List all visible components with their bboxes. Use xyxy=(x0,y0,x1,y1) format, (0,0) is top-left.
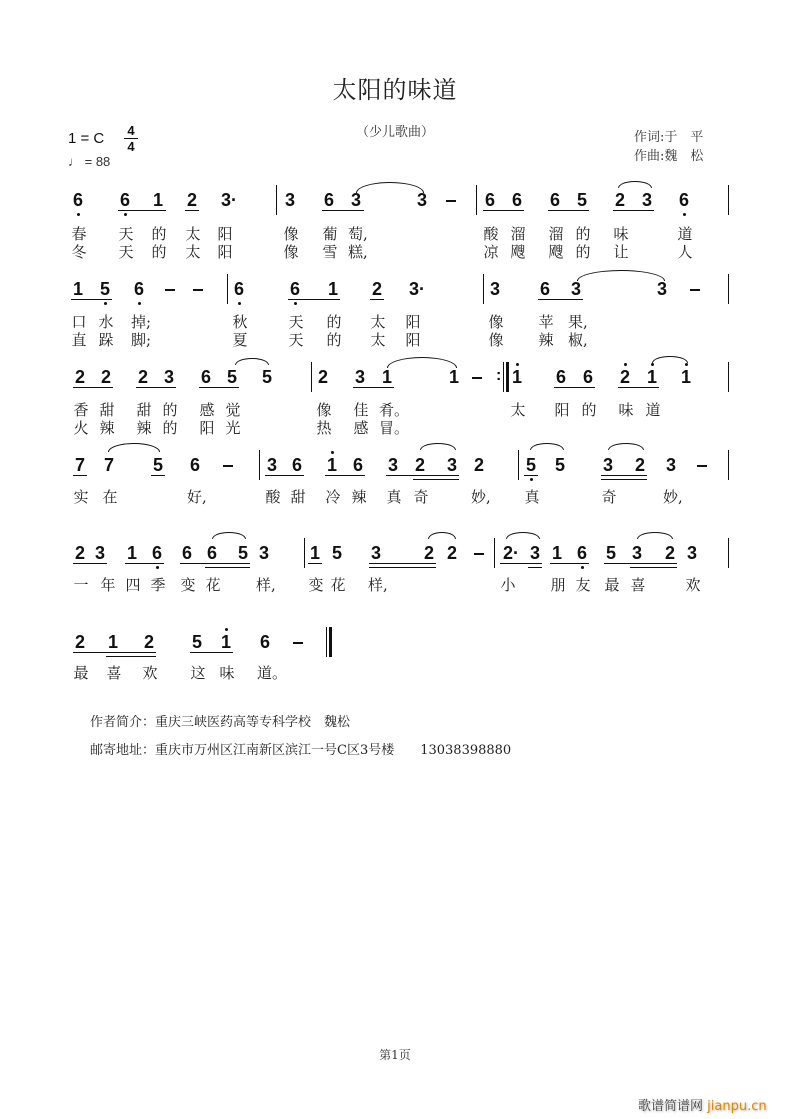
note: 6 xyxy=(289,279,300,299)
lyric: 好, xyxy=(187,488,207,506)
note: 6 xyxy=(539,279,550,299)
note: 5 xyxy=(331,543,342,563)
barline xyxy=(259,450,260,480)
note: 5 xyxy=(261,367,272,387)
dash xyxy=(165,289,175,291)
lyric: 热 xyxy=(316,419,332,437)
note: 7 xyxy=(103,455,114,475)
note: 6 xyxy=(259,632,270,652)
lyric: 小 xyxy=(500,576,516,594)
lyric: 冷 xyxy=(325,488,341,506)
lyricist: 作词:于 平 xyxy=(634,130,704,145)
lyric: 太 xyxy=(185,243,201,261)
note: 6 xyxy=(133,279,144,299)
lyric: 季 xyxy=(150,576,166,594)
note: 2 xyxy=(371,279,382,299)
note: 5 xyxy=(237,543,248,563)
lyric: 阳 xyxy=(405,313,421,331)
lyric: 年 xyxy=(100,576,116,594)
note: 2 xyxy=(414,455,425,475)
lyric: 让 xyxy=(613,243,629,261)
lyric: 的 xyxy=(151,243,167,261)
lyric: 这 xyxy=(190,664,206,682)
note: 2 xyxy=(143,632,154,652)
key-signature: 1 = C xyxy=(68,130,105,147)
tie xyxy=(577,270,665,281)
tie xyxy=(652,356,688,363)
lyric: 冒。 xyxy=(379,419,410,437)
underline xyxy=(73,563,107,564)
lyric: 喜 xyxy=(630,576,646,594)
lyric: 欢 xyxy=(685,576,701,594)
song-subtitle: （少儿歌曲） xyxy=(355,125,434,140)
lyric: 光 xyxy=(225,419,241,437)
lyric: 的 xyxy=(162,419,178,437)
note: 6 xyxy=(206,543,217,563)
lyric: 太 xyxy=(185,225,201,243)
underline xyxy=(288,299,340,300)
slur xyxy=(506,532,540,539)
lyric: 实 xyxy=(73,488,89,506)
note: 5 xyxy=(99,279,110,299)
lyric: 天 xyxy=(288,313,304,331)
lyric: 椒, xyxy=(568,331,588,349)
lyric: 秋 xyxy=(232,313,248,331)
barline xyxy=(728,274,729,304)
lyric: 脚; xyxy=(131,331,152,349)
barline xyxy=(728,362,729,392)
lyric: 欢 xyxy=(142,664,158,682)
lyric: 溜 xyxy=(548,225,564,243)
barline xyxy=(728,450,729,480)
underline xyxy=(618,387,659,388)
lyric: 肴。 xyxy=(379,401,410,419)
note: 3 xyxy=(387,455,398,475)
underline xyxy=(370,299,384,300)
lyric: 太 xyxy=(370,313,386,331)
lyric: 佳 xyxy=(353,401,369,419)
note: 1 xyxy=(126,543,137,563)
quarter-note-icon: ♩ xyxy=(68,154,81,169)
note: 1 xyxy=(72,279,83,299)
note: 3 xyxy=(446,455,457,475)
tie xyxy=(356,182,424,193)
note: 3 xyxy=(284,190,295,210)
note: 3· xyxy=(220,190,237,210)
tie xyxy=(530,443,564,450)
underline xyxy=(369,563,436,564)
note: 5 xyxy=(226,367,237,387)
underline xyxy=(180,563,250,564)
note: 2 xyxy=(74,367,85,387)
note: 3 xyxy=(266,455,277,475)
lyric: 朋 xyxy=(550,576,566,594)
barline xyxy=(326,627,327,657)
lyric: 甜 xyxy=(99,401,115,419)
page-number: 第1页 xyxy=(379,1048,411,1062)
song-title: 太阳的味道 xyxy=(332,76,458,104)
lyric: 四 xyxy=(125,576,141,594)
underline xyxy=(265,475,304,476)
lyric: 水 xyxy=(98,313,114,331)
note: 2 xyxy=(186,190,197,210)
underline xyxy=(118,210,166,211)
underline xyxy=(550,563,589,564)
note: 3 xyxy=(656,279,667,299)
dash xyxy=(690,289,700,291)
underline xyxy=(151,475,165,476)
tie xyxy=(108,443,160,452)
tempo-value: = 88 xyxy=(84,154,111,169)
lyric: 喜 xyxy=(106,664,122,682)
lyric: 天 xyxy=(118,243,134,261)
note: 6 xyxy=(352,455,363,475)
lyric: 的 xyxy=(326,331,342,349)
watermark-en: jianpu.cn xyxy=(707,1099,767,1114)
watermark-cn: 歌谱简谱网 xyxy=(638,1099,704,1114)
note: 6 xyxy=(555,367,566,387)
lyric: 飕 xyxy=(510,243,526,261)
note: 1 xyxy=(309,543,320,563)
lyric: 像 xyxy=(488,313,504,331)
lyric: 飕 xyxy=(548,243,564,261)
note: 1 xyxy=(511,367,522,387)
lyric: 葡 xyxy=(322,225,338,243)
note: 6 xyxy=(484,190,495,210)
barline xyxy=(483,274,484,304)
lyric: 变 xyxy=(180,576,196,594)
dash xyxy=(446,200,456,202)
lyric: 的 xyxy=(581,401,597,419)
note: 6 xyxy=(549,190,560,210)
site-watermark xyxy=(638,1095,767,1114)
lyric: 奇 xyxy=(413,488,429,506)
composer: 作曲:魏 松 xyxy=(634,149,704,164)
note: 3· xyxy=(408,279,425,299)
note: 3 xyxy=(354,367,365,387)
lyric: 酸 xyxy=(265,488,281,506)
lyric: 花 xyxy=(205,576,221,594)
barline xyxy=(304,538,305,568)
note: 2 xyxy=(317,367,328,387)
note: 1 xyxy=(448,367,459,387)
underline-double xyxy=(528,567,542,568)
underline xyxy=(386,475,459,476)
barline xyxy=(476,185,477,215)
note: 1 xyxy=(152,190,163,210)
dash xyxy=(193,289,203,291)
underline xyxy=(71,299,112,300)
lyric: 妙, xyxy=(471,488,491,506)
lyric: 跺 xyxy=(98,331,114,349)
dash xyxy=(223,465,233,467)
note: 5 xyxy=(605,543,616,563)
note: 6 xyxy=(323,190,334,210)
underline xyxy=(185,210,199,211)
lyric: 萄, xyxy=(348,225,368,243)
dash xyxy=(472,377,482,379)
lyric: 果, xyxy=(568,313,588,331)
lyric: 感 xyxy=(199,401,215,419)
lyric: 像 xyxy=(488,331,504,349)
note: 3 xyxy=(350,190,361,210)
note: 2 xyxy=(614,190,625,210)
lyric: 阳 xyxy=(199,419,215,437)
note: 3 xyxy=(416,190,427,210)
underline xyxy=(604,563,677,564)
lyric: 的 xyxy=(575,225,591,243)
underline xyxy=(199,387,239,388)
note: 6 xyxy=(119,190,130,210)
lyric: 花 xyxy=(330,576,346,594)
barline xyxy=(227,274,228,304)
lyric: 味 xyxy=(219,664,235,682)
note: 6 xyxy=(72,190,83,210)
note: 6 xyxy=(189,455,200,475)
slur xyxy=(608,443,644,450)
note: 6 xyxy=(678,190,689,210)
underline xyxy=(322,210,364,211)
lyric: 像 xyxy=(316,401,332,419)
note: 5 xyxy=(554,455,565,475)
slur xyxy=(420,443,456,450)
note: 2 xyxy=(74,543,85,563)
underline-double xyxy=(369,567,436,568)
lyric: 味 xyxy=(618,401,634,419)
note: 6 xyxy=(582,367,593,387)
thick-barline xyxy=(506,362,509,392)
underline xyxy=(353,387,394,388)
author-intro: 作者简介：重庆三峡医药高等专科学校 魏松 xyxy=(90,715,351,730)
note: 6 xyxy=(291,455,302,475)
note: 5 xyxy=(191,632,202,652)
note: 6 xyxy=(233,279,244,299)
note: 5 xyxy=(525,455,536,475)
slur xyxy=(212,532,246,539)
note: 1 xyxy=(551,543,562,563)
slur xyxy=(618,181,652,188)
lyric: 味 xyxy=(613,225,629,243)
lyric: 辣 xyxy=(351,488,367,506)
note: 3 xyxy=(489,279,500,299)
lyric: 最 xyxy=(73,664,89,682)
lyric: 辣 xyxy=(99,419,115,437)
lyric: 口 xyxy=(71,313,87,331)
lyric: 觉 xyxy=(225,401,241,419)
underline-double xyxy=(205,567,250,568)
note: 2 xyxy=(74,632,85,652)
note: 5 xyxy=(576,190,587,210)
note: 2 xyxy=(423,543,434,563)
lyric: 辣 xyxy=(136,419,152,437)
lyric: 甜 xyxy=(290,488,306,506)
underline xyxy=(601,475,647,476)
underline xyxy=(538,299,583,300)
note: 1 xyxy=(680,367,691,387)
lyric: 凉 xyxy=(483,243,499,261)
credits xyxy=(634,128,703,166)
note: 1 xyxy=(646,367,657,387)
lyric: 的 xyxy=(326,313,342,331)
note: 6 xyxy=(200,367,211,387)
underline xyxy=(483,210,524,211)
dash xyxy=(697,465,707,467)
note: 2 xyxy=(634,455,645,475)
note: 3 xyxy=(258,543,269,563)
note: 3 xyxy=(529,543,540,563)
note: 3 xyxy=(602,455,613,475)
dash xyxy=(474,553,484,555)
note: 6 xyxy=(576,543,587,563)
note: 1 xyxy=(107,632,118,652)
note: 2 xyxy=(473,455,484,475)
lyric: 太 xyxy=(370,331,386,349)
lyric: 样, xyxy=(256,576,276,594)
lyric: 直 xyxy=(71,331,87,349)
note: 3 xyxy=(570,279,581,299)
lyric: 阳 xyxy=(217,243,233,261)
lyric: 掉; xyxy=(131,313,152,331)
repeat-dots: : xyxy=(496,367,502,384)
underline-double xyxy=(601,479,647,480)
barline xyxy=(311,362,312,392)
note: 1 xyxy=(327,279,338,299)
underline-double xyxy=(630,567,677,568)
lyric: 奇 xyxy=(601,488,617,506)
lyric: 的 xyxy=(575,243,591,261)
note: 3 xyxy=(163,367,174,387)
lyric: 酸 xyxy=(483,225,499,243)
lyric: 冬 xyxy=(71,243,87,261)
note: 6 xyxy=(181,543,192,563)
lyric: 火 xyxy=(73,419,89,437)
underline xyxy=(613,210,654,211)
note: 2· xyxy=(502,543,519,563)
note: 7 xyxy=(74,455,85,475)
note: 3 xyxy=(370,543,381,563)
thick-barline xyxy=(329,627,332,657)
lyric: 在 xyxy=(102,488,118,506)
note: 3 xyxy=(686,543,697,563)
lyric: 辣 xyxy=(538,331,554,349)
lyric: 友 xyxy=(575,576,591,594)
lyric: 阳 xyxy=(217,225,233,243)
note: 3 xyxy=(641,190,652,210)
lyric: 春 xyxy=(71,225,87,243)
barline xyxy=(728,185,729,215)
lyric: 真 xyxy=(524,488,540,506)
lyric: 变 xyxy=(308,576,324,594)
note: 1 xyxy=(326,455,337,475)
underline xyxy=(554,387,595,388)
lyric: 阳 xyxy=(405,331,421,349)
time-sig-bottom: 4 xyxy=(127,139,135,154)
lyric: 妙, xyxy=(663,488,683,506)
lyric: 最 xyxy=(604,576,620,594)
note: 3 xyxy=(665,455,676,475)
dash xyxy=(293,642,303,644)
lyric: 溜 xyxy=(510,225,526,243)
barline xyxy=(276,185,277,215)
lyric: 的 xyxy=(162,401,178,419)
note: 2 xyxy=(619,367,630,387)
underline xyxy=(190,652,233,653)
underline xyxy=(73,387,113,388)
underline xyxy=(524,475,538,476)
lyric: 人 xyxy=(677,243,693,261)
underline xyxy=(548,210,589,211)
mailing-address: 邮寄地址：重庆市万州区江南新区滨江一号C区3号楼 13038398880 xyxy=(90,743,512,758)
barline xyxy=(728,538,729,568)
tie xyxy=(235,358,269,365)
underline xyxy=(325,475,365,476)
note: 2 xyxy=(446,543,457,563)
note: 2 xyxy=(137,367,148,387)
lyric: 雪 xyxy=(322,243,338,261)
note: 3 xyxy=(631,543,642,563)
lyric: 苹 xyxy=(538,313,554,331)
lyric: 糕, xyxy=(348,243,368,261)
time-signature xyxy=(124,124,138,153)
underline xyxy=(500,563,542,564)
underline xyxy=(308,563,322,564)
lyric: 像 xyxy=(283,243,299,261)
lyric: 夏 xyxy=(232,331,248,349)
barline xyxy=(518,450,519,480)
lyric: 一 xyxy=(73,576,89,594)
lyric: 的 xyxy=(151,225,167,243)
lyric: 甜 xyxy=(136,401,152,419)
time-sig-top: 4 xyxy=(127,123,135,138)
underline xyxy=(125,563,164,564)
underline xyxy=(73,652,156,653)
lyric: 天 xyxy=(118,225,134,243)
underline-double xyxy=(413,479,459,480)
lyric: 真 xyxy=(386,488,402,506)
lyric: 香 xyxy=(73,401,89,419)
barline xyxy=(503,362,504,392)
lyric: 天 xyxy=(288,331,304,349)
note: 1 xyxy=(381,367,392,387)
lyric: 太 xyxy=(510,401,526,419)
note: 6 xyxy=(151,543,162,563)
underline xyxy=(73,475,87,476)
note: 3 xyxy=(94,543,105,563)
lyric: 阳 xyxy=(554,401,570,419)
note: 1 xyxy=(220,632,231,652)
lyric: 道 xyxy=(677,225,693,243)
note: 6 xyxy=(511,190,522,210)
note: 2 xyxy=(100,367,111,387)
note: 2 xyxy=(664,543,675,563)
lyric: 道 xyxy=(645,401,661,419)
tie xyxy=(428,532,456,539)
lyric: 样, xyxy=(368,576,388,594)
barline xyxy=(494,538,495,568)
lyric: 像 xyxy=(283,225,299,243)
lyric: 道。 xyxy=(257,664,288,682)
underline xyxy=(136,387,176,388)
slur xyxy=(637,532,673,539)
tempo-marking xyxy=(68,154,110,169)
lyric: 感 xyxy=(353,419,369,437)
underline-double xyxy=(106,656,156,657)
note: 5 xyxy=(152,455,163,475)
